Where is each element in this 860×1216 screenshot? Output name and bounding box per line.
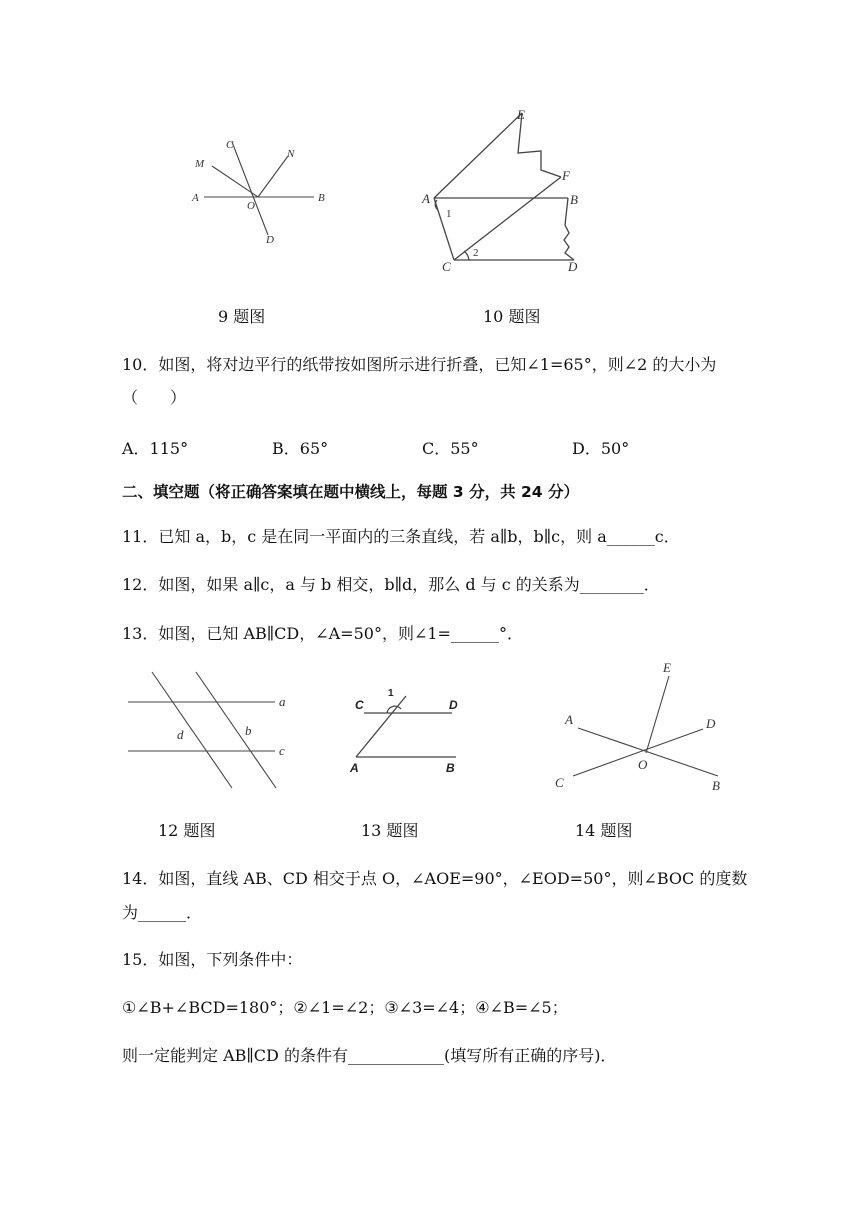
fig9-label-n: N — [287, 148, 295, 160]
fig10-label-b: B — [570, 192, 578, 207]
fig14-label-o: O — [638, 757, 648, 772]
figure-13 — [350, 682, 470, 782]
q10-option-c: C．55° — [422, 439, 479, 458]
fig13-label-angle1: 1 — [388, 688, 394, 699]
fig12-label-b: b — [245, 723, 252, 738]
fig9-label-c: C — [226, 139, 234, 151]
figure-10 — [418, 105, 588, 277]
fig14-label-a: A — [565, 712, 573, 727]
fig10-label-e: E — [517, 107, 525, 122]
figure-12 — [120, 664, 300, 794]
fig10-label-angle1: 1 — [446, 208, 452, 220]
fig14-label-c: C — [555, 775, 564, 790]
q15-text-line3: 则一定能判定 AB∥CD 的条件有____________(填写所有正确的序号)． — [122, 1046, 617, 1065]
fig9-label-d: D — [266, 234, 274, 246]
q15-text-line2: ①∠B+∠BCD=180°；②∠1=∠2；③∠3=∠4；④∠B=∠5； — [122, 998, 568, 1017]
fig13-label-c: C — [355, 698, 364, 712]
q11-text: 11．已知 a，b，c 是在同一平面内的三条直线，若 a∥b，b∥c，则 a______c． — [122, 527, 680, 546]
fig10-label-f: F — [562, 168, 570, 183]
figure-14 — [548, 656, 738, 796]
fig14-label-b: B — [712, 778, 720, 793]
fig9-label-m: M — [195, 158, 205, 170]
q10-option-a: A．115° — [122, 439, 189, 458]
q10-option-b: B．65° — [272, 439, 329, 458]
fig14-caption: 14 题图 — [575, 821, 633, 840]
q10-text-line2: （ ） — [122, 388, 187, 407]
q10-option-d: D．50° — [572, 439, 630, 458]
fig13-label-b: B — [446, 761, 455, 775]
q12-text: 12．如图，如果 a∥c，a 与 b 相交，b∥d，那么 d 与 c 的关系为________． — [122, 575, 660, 594]
fig9-label-a: A — [192, 192, 199, 204]
fig10-label-angle2: 2 — [473, 247, 479, 259]
fig10-caption: 10 题图 — [483, 307, 541, 326]
q14-text-line2: 为______． — [122, 903, 203, 922]
q15-text-line1: 15．如图，下列条件中： — [122, 950, 303, 969]
q10-text-line1: 10．如图，将对边平行的纸带按如图所示进行折叠，已知∠1=65°，则∠2 的大小为 — [122, 355, 717, 374]
q14-text-line1: 14．如图，直线 AB、CD 相交于点 O，∠AOE=90°，∠EOD=50°，则∠BOC 的度数 — [122, 869, 748, 888]
section-2-title: 二、填空题（将正确答案填在题中横线上，每题 3 分，共 24 分） — [122, 483, 579, 501]
fig13-caption: 13 题图 — [361, 821, 419, 840]
fig13-label-a: A — [350, 761, 359, 775]
fig13-label-d: D — [449, 698, 458, 712]
fig12-label-a: a — [279, 694, 286, 709]
fig10-label-d: D — [568, 259, 578, 274]
fig9-caption: 9 题图 — [218, 307, 266, 326]
fig12-label-d: d — [177, 727, 184, 742]
fig14-label-e: E — [663, 660, 671, 675]
fig14-label-d: D — [706, 716, 716, 731]
fig10-label-c: C — [442, 259, 451, 274]
fig10-label-a: A — [422, 191, 430, 206]
fig9-label-b: B — [318, 192, 325, 204]
q13-text: 13．如图，已知 AB∥CD，∠A=50°，则∠1=______°． — [122, 624, 523, 643]
fig9-label-o: O — [247, 200, 255, 212]
fig12-label-c: c — [279, 743, 285, 758]
figure-9 — [188, 130, 338, 250]
fig12-caption: 12 题图 — [158, 821, 216, 840]
